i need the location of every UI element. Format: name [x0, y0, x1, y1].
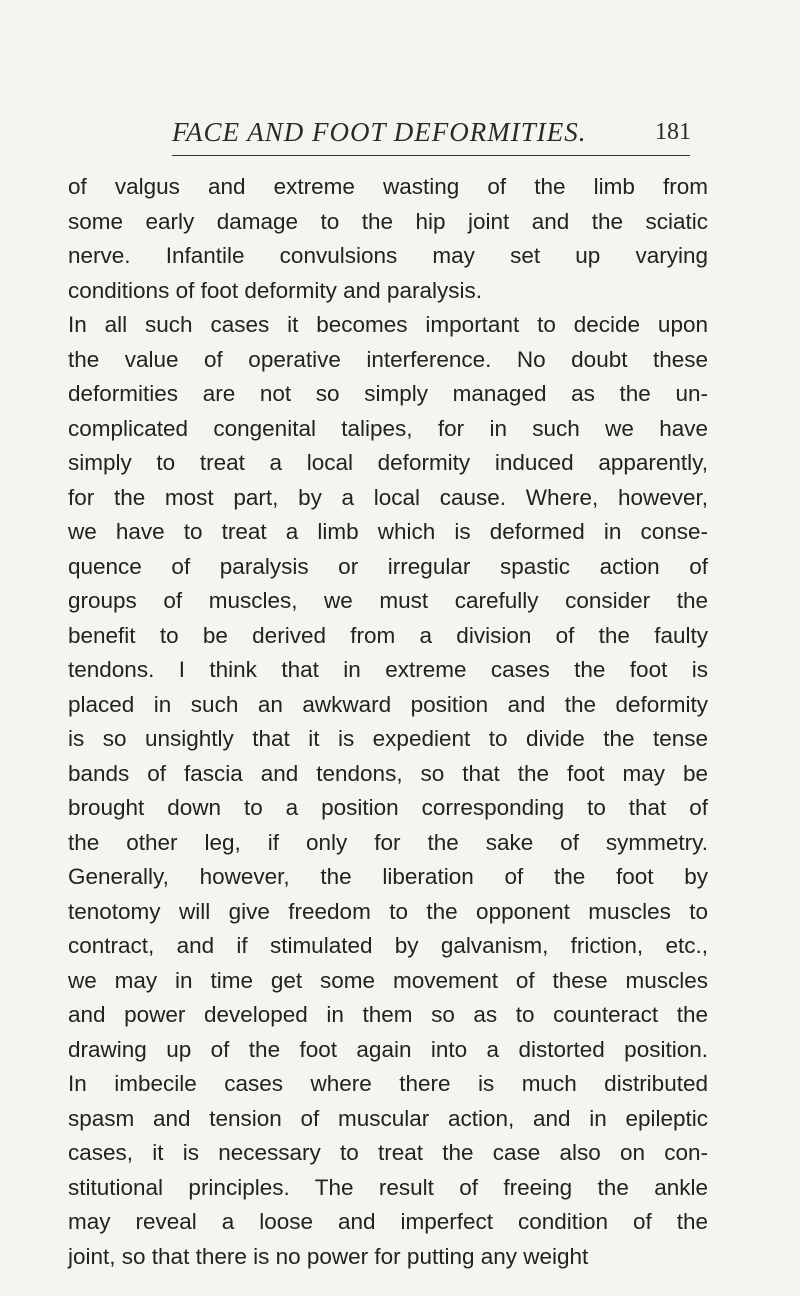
header-rule: [172, 155, 690, 156]
text-line: simply to treat a local deformity induced apparently,: [68, 450, 708, 475]
text-line: some early damage to the hip joint and the sciatic: [68, 208, 708, 234]
text-line: In all such cases it becomes important to decide upon: [68, 312, 708, 337]
text-line: complicated congenital talipes, for in such we have: [68, 415, 708, 441]
text-line: stitutional principles. The result of freeing the ankle: [68, 1174, 708, 1200]
text-line: nerve. Infantile convulsions may set up varying: [68, 243, 708, 268]
text-line: for the most part, by a local cause. Where, however,: [68, 484, 708, 510]
text-line: the value of operative interference. No doubt these: [68, 346, 708, 372]
text-line: is so unsightly that it is expedient to divide the tense: [68, 726, 708, 751]
text-line: deformities are not so simply managed as the un-: [68, 381, 708, 406]
text-line: of valgus and extreme wasting of the limb from: [68, 174, 708, 199]
text-line: In imbecile cases where there is much distributed: [68, 1071, 708, 1096]
text-line: we may in time get some movement of these muscles: [68, 967, 708, 993]
body-text: [68, 170, 708, 1274]
text-line: may reveal a loose and imperfect condition of the: [68, 1209, 708, 1234]
page-header: [0, 113, 800, 153]
text-line: joint, so that there is no power for putting any weight: [68, 1243, 589, 1269]
text-line: tenotomy will give freedom to the opponent muscles to: [68, 898, 708, 924]
text-line: brought down to a position corresponding to that of: [68, 795, 708, 820]
text-line: Generally, however, the liberation of the foot by: [68, 864, 708, 889]
text-line: tendons. I think that in extreme cases the foot is: [68, 657, 708, 682]
text-line: groups of muscles, we must carefully consider the: [68, 588, 708, 613]
text-line: benefit to be derived from a division of the faulty: [68, 622, 708, 648]
text-line: we have to treat a limb which is deformed in conse-: [68, 519, 708, 544]
text-line: the other leg, if only for the sake of symmetry.: [68, 829, 708, 855]
text-line: drawing up of the foot again into a distorted position.: [68, 1036, 708, 1062]
running-title: FACE AND FOOT DEFORMITIES.: [172, 117, 587, 147]
text-line: spasm and tension of muscular action, and in epileptic: [68, 1105, 708, 1131]
text-line: cases, it is necessary to treat the case also on con-: [68, 1140, 708, 1165]
text-line: contract, and if stimulated by galvanism, friction, etc.,: [68, 933, 708, 958]
text-line: quence of paralysis or irregular spastic action of: [68, 553, 708, 579]
page-number: 181: [655, 119, 691, 145]
text-line: and power developed in them so as to counteract the: [68, 1002, 708, 1027]
text-line: conditions of foot deformity and paralysis.: [68, 277, 482, 303]
text-line: bands of fascia and tendons, so that the foot may be: [68, 760, 708, 786]
text-line: placed in such an awkward position and the deformity: [68, 691, 708, 717]
